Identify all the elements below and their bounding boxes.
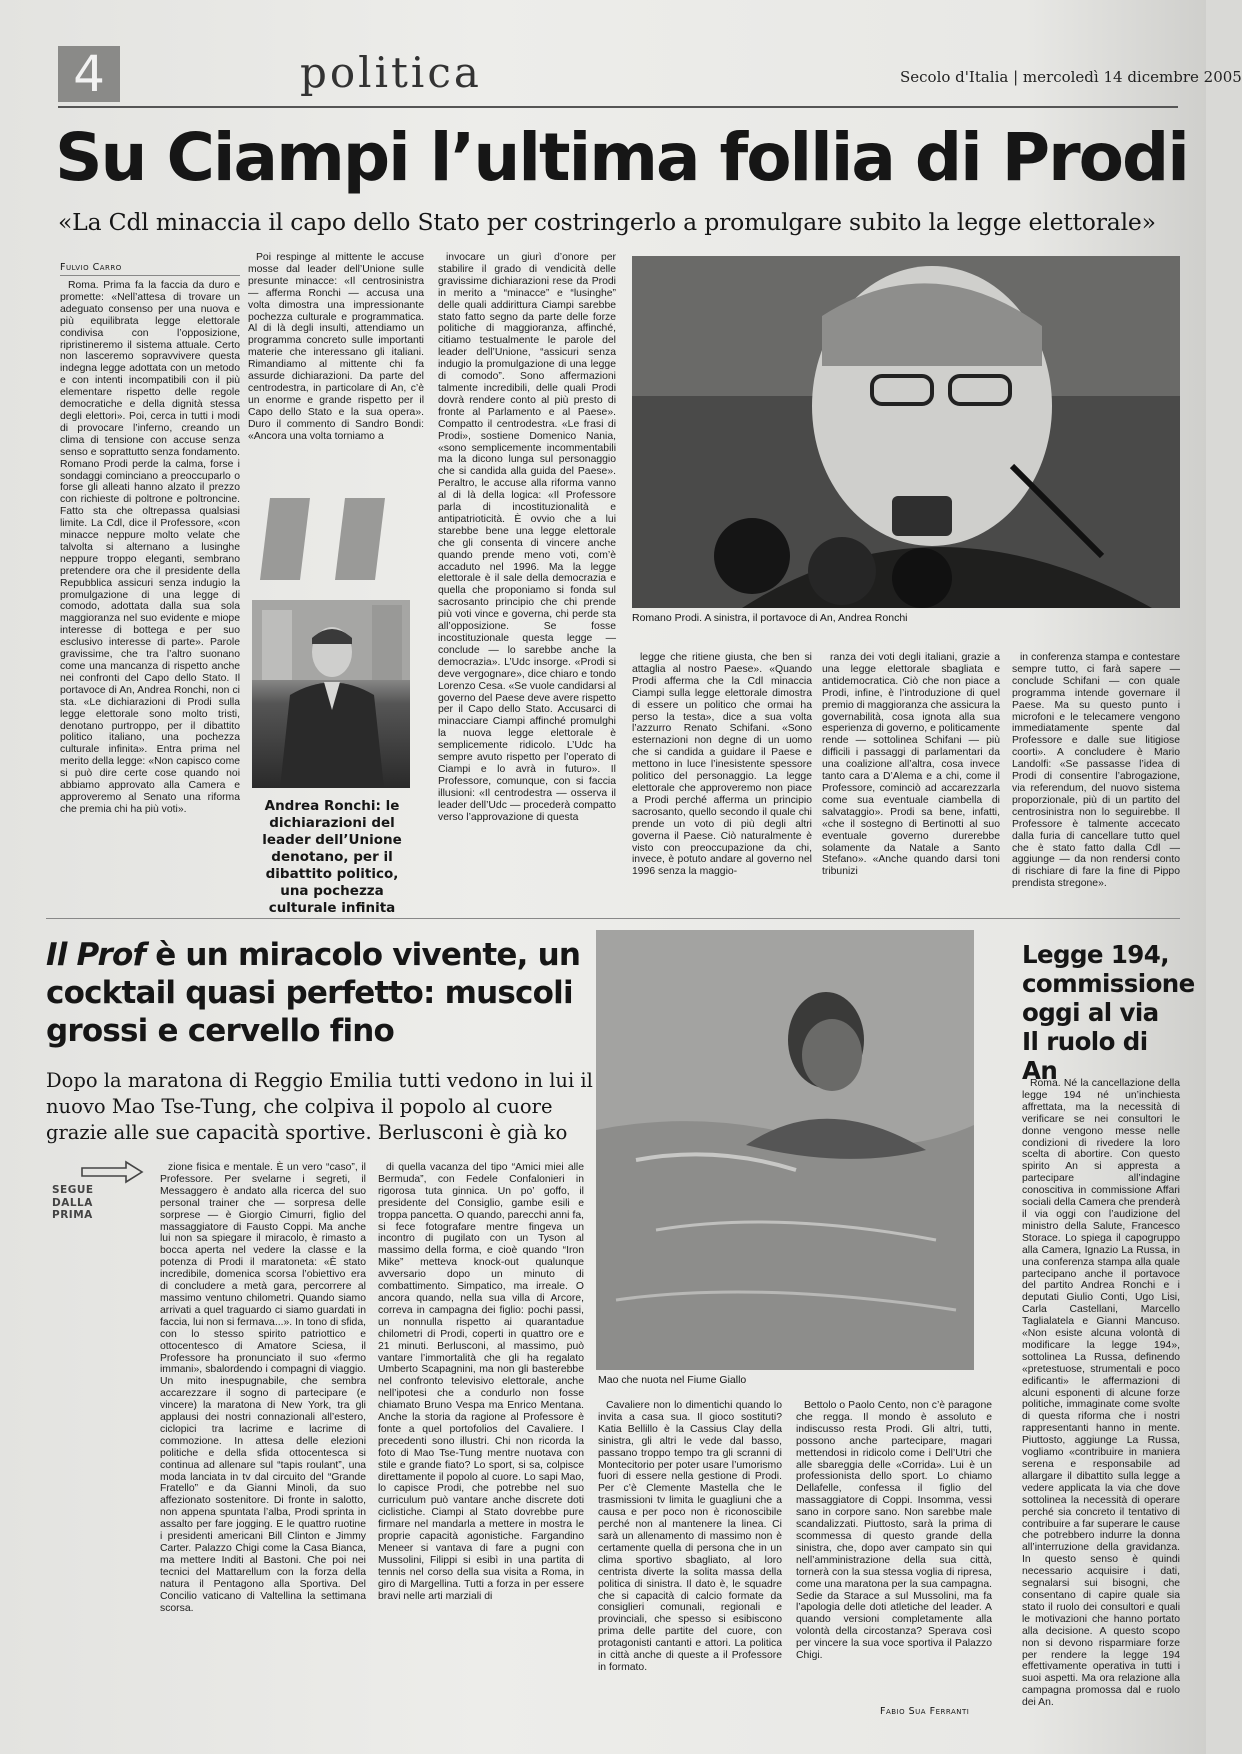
segue-label: SEGUE DALLA PRIMA: [52, 1184, 94, 1221]
ronchi-photo: [252, 600, 410, 788]
prodi-photo-caption: Romano Prodi. A sinistra, il portavoce di An, Andrea Ronchi: [632, 612, 908, 624]
lead-column-4: legge che ritiene giusta, che ben si attaglia al nostro Paese». «Quando Prodi afferma che la Cdl minaccia Ciampi sulla legge elettorale dimostra di essere un politico che ormai ha perso la testa», dice a sua volta l’azzurro Renato Schifani. «Sono esternazioni non degne di un uomo che si candida a guidare il Paese e mettono in luce l’inesistente spessore politico del personaggio. La legge elettorale che approveremo non piace a Prodi perché afferma un principio sacrosanto, quello secondo il quale chi prende un voto di più degli altri governa il Paese. Ciò naturalmente è visto con preoccupazione da chi, invece, è potuto andare al governo nel 1996 senza la maggio-: [632, 652, 812, 878]
ronchi-caption: Andrea Ronchi: le dichiarazioni del leader dell’Unione denotano, per il dibattito politico, una pochezza culturale infinita: [262, 798, 402, 916]
lead-column-5: ranza dei voti degli italiani, grazie a una legge elettorale sbagliata e antidemocratica. Ciò che non piace a Prodi, infine, è l’introduzione di quel premio di maggioranza che assicura la governabilità, cosa ignota alla sua esperienza di governo, e politicamente rende — sottolinea Schifani — più difficili i passaggi di parlamentari da una coalizione all’altra, cosa invece tanto cara a D’Alema e a chi, come il Professore, cominciò ad accarezzarla come sua eventuale ciambella di salvataggio». Prodi sa bene, infatti, «che il sostegno di Bertinotti al suo eventuale governo durerebbe solamente da Natale a Santo Stefano». «Anche quando darsi toni tribunizi: [822, 652, 1000, 878]
lead-byline: Fulvio Carro: [60, 262, 122, 273]
lead-subheadline: «La Cdl minaccia il capo dello Stato per costringerlo a promulgare subito la legge elettorale»: [58, 208, 1156, 236]
sidebar-title: Legge 194, commissione oggi al via Il ruolo di An: [1022, 940, 1195, 1085]
second-column-1: zione fisica e mentale. È un vero “caso”, il Professore. Per svelarne i segreti, il Messaggero è andato alla ricerca del suo personal trainer che — sorpresa delle sorprese — è Giorgio Cimurri, figlio del massaggiatore di Fausto Coppi. Ma anche lui non sa spiegare il miracolo, è rimasto a bocca aperta nel vedere la classe e la potenza di Prodi il maratoneta: «È stato incredibile, domenica scorsa l’obiettivo era di concludere a metà gara, percorrere al massimo ventuno chilometri. Quando siamo arrivati a quel traguardo ci siamo guardati in faccia, lui non si fermava...». In tono di sfida, con lo stesso spirito patriottico e ottocentesco di Amatore Sciesa, il Professore ha pronunciato il suo «fermo immani», sbalordendo i compagni di viaggio. Un mito inespugnabile, che sembra accarezzare il sogno di partecipare (e vincere) la maratona di New York, tra gli applausi dei nostri connazionali all’estero, ciclopici tra lacrime e lacrime di commozione. In attesa delle elezioni politiche e della sfida ottocentesca si continua ad allenare sul “tapis roulant”, una moda lanciata in tv dal circuito del “Grande Fratello” e da Gianni Minoli, da suo affezionato sostenitore. Di fronte in salotto, non appena spuntata l’alba, Prodi sprinta in assalto per fare jogging. E le quattro ruotine i presidenti americani Bill Clinton e Jimmy Carter. Palazzo Chigi come la Casa Bianca, ma mettere Inditi al Bastoni. Che poi nei tecnici del Mattarellum con la forza della natura il Pentagono alla Sportiva. Del Concilio vaticano di Valtellina la settimana scorsa.: [160, 1162, 366, 1614]
section-title: politica: [300, 48, 482, 97]
second-headline: [46, 936, 606, 1050]
header-rule: [58, 106, 1178, 108]
mao-photo-caption: Mao che nuota nel Fiume Giallo: [598, 1374, 747, 1386]
lead-column-2: Poi respinge al mittente le accuse mosse dal leader dell’Unione sulle presunte minacce: «Il centrosinistra — afferma Ronchi — accusa una volta dimostra una impressionante pochezza culturale e programmatica. Al di là degli insulti, attendiamo un programma concreto sulle importanti materie che interessano gli italiani. Rimandiamo al mittente chi fa assurde dichiarazioni. Da parte del centrodestra, in particolare di An, c’è un enorme e grande rispetto per il Capo dello Stato e la sua opera». Duro il commento di Sandro Bondi: «Ancora una volta torniamo a: [248, 252, 424, 442]
section-divider: [46, 918, 1180, 919]
sidebar-body: Roma. Né la cancellazione della legge 194 né un’inchiesta affrettata, ma la necessità di verificare se nei consultori le donne vengono messe nelle condizioni di rivedere la loro scelta di abortire. Con questo spirito An si appresta a partecipare all’indagine conoscitiva in commissione Affari sociali della Camera che prenderà il via oggi con l’audizione del ministro della Salute, Francesco Storace. Lo spiega il capogruppo alla Camera, Ignazio La Russa, in una conferenza stampa alla quale partecipano anche il portavoce del partito Andrea Ronchi e i deputati Giulio Conti, Ugo Lisi, Carla Castellani, Marcello Taglialatela e Gianni Mancuso. «Non esiste alcuna volontà di modificare la legge 194», sottolinea La Russa, definendo «pretestuose, strumentali e poco edificanti» le affermazioni di alcuni esponenti di alcune forze politiche, immaginate come svolte di questa riforma che i nostri rappresentanti hanno in mente. Piuttosto, aggiunge La Russa, vogliamo «contribuire in maniera serena e responsabile ad allargare il dibattito sulla legge a vedere applicata la via che dove sottolinea la necessità di operare perché sia concreto il tentativo di contribuire a far superare le cause che potrebbero indurre la donna all’interruzione della gravidanza. In questo senso è quindi necessario acquisire i dati, segnalarsi sui bisogni, che consentano di capire quale sia stato il ruolo dei consultori e quali le motivazioni che hanno portato alla decisione. A questo scopo non si devono risparmiare forze per rendere la legge 194 effettivamente operativa in tutti i suoi aspetti. Ma ora relazione alla campagna promossa dal e ruolo dei An.: [1022, 1078, 1180, 1709]
second-column-3: Cavaliere non lo dimentichi quando lo invita a casa sua. Il gioco sostituti? Katia Bellillo è la Cassius Clay della sinistra, gli altri le vede dal basso, passano troppo tempo tra gli scranni di Montecitorio per poter usare l’umorismo fuori di essere nella gestione di Prodi. Per c’è Clemente Mastella che le trasmissioni tv limita le guagliuni che a causa e per poco non è riconoscibile perché non al mantenere la linea. Ci sarà un allenamento di massimo non è certamente quella di persona che in un clima sportivo sbagliato, al loro centrista diverte la solita massa della politica di sinistra. Il dato è, le squadre che si capacità di calcio formate da consiglieri comunali, regionali e provinciali, che spesso si esibiscono prima delle partite del cuore, con protagonisti cantanti e attori. La politica in città anche di queste a il Professore in formato.: [598, 1400, 782, 1673]
second-headline-italic: Il Prof: [46, 937, 146, 973]
arrow-right-icon: [80, 1160, 144, 1184]
second-subheadline: Dopo la maratona di Reggio Emilia tutti vedono in lui il nuovo Mao Tse-Tung, che colpiva il popolo al cuore grazie alle sue capacità sportive. Berlusconi è già ko: [46, 1069, 593, 1144]
second-headline-rest: è un miracolo vivente, un cocktail quasi perfetto: muscoli grossi e cervello fino: [46, 937, 581, 1049]
quote-mark-icon: [260, 498, 405, 580]
lead-column-1: Roma. Prima fa la faccia da duro e promette: «Nell’attesa di trovare un adeguato consenso per una nuova e più equilibrata legge elettorale condivisa con l’opposizione, ripristineremo il sistema attuale. Certo non lasceremo sopravvivere questa indegna legge adottata con un metodo e con intenti incompatibili con il più elementare rispetto delle regole democratiche e della dignità stessa degli elettori». Poi, cerca in tutti i modi di provocare l’inferno, creando un clima di tensione con accuse senza senso e soprattutto senza fondamento. Romano Prodi perde la calma, forse i sondaggi cominciano a preoccuparlo o forse gli alleati hanno alzato il prezzo con richieste di poltrone e poltroncine. Fatto sta che oltrepassa qualsiasi limite. La Cdl, dice il Professore, «con minacce neppure molto velate che talvolta si alternano a lusinghe neppure troppo eleganti, sembrano pretendere ora che il presidente della Repubblica assicuri senza indugio la promulgazione di una legge di comodo, adottata dalla sua sola maggioranza nel suo evidente e miope interesse di bottega e per suo esclusivo interesse di parte». Parole gravissime, che tra l’altro suonano come una mancanza di rispetto anche nei confronti del Capo dello Stato. Il portavoce di An, Andrea Ronchi, non ci sta. «Le dichiarazioni di Prodi sulla legge elettorale sono molto tristi, denotano purtroppo, per il dibattito politico italiano, una pochezza culturale infinita». Entra prima nel merito della legge: «Non capisco come si può dire certe cose quando noi abbiamo approvato alla Camera e approveremo al Senato una riforma che premia chi ha più voti».: [60, 280, 240, 815]
masthead: Secolo d'Italia | mercoledì 14 dicembre 2005: [900, 68, 1242, 86]
second-column-2: di quella vacanza del tipo “Amici miei alle Bermuda”, con Fedele Confalonieri in rigorosa tuta ginnica. Un po’ goffo, il presidente del Consiglio, gambe esili e troppa pancetta. O quando, parecchi anni fa, si fece fotografare mentre fingeva un incontro di pugilato con un Tyson al massimo della forma, e cioè quando “Iron Mike” metteva knock-out qualunque avversario dopo un minuto di combattimento. Simpatico, ma irreale. O ancora quando, nella sua villa di Arcore, correva in campagna dei figlio: pochi passi, un nonnulla rispetto ai quarantadue chilometri di Prodi, coperti in quattro ore e 21 minuti. Berlusconi, al massimo, può vantare l’immortalità che gli ha regalato Umberto Scapagnini, ma non gli basterebbe nel confronto televisivo elettorale, anche nell’ipotesi che a condurlo non fosse chiamato Bruno Vespa ma Enrico Mentana. Anche la storia da ragione al Professore è fonte a quel portofolios del Cavaliere. I precedenti sono illustri. Chi non ricorda la foto di Mao Tse-Tung mentre nuotava con stile e grande fiato? Lo sport, si sa, colpisce direttamente il popolo al cuore. Lo sapi Mao, lo capisce Prodi, che potrebbe nel suo curriculum può vantare anche discrete doti ciclistiche. Ciampi al Stato dovrebbe pure firmare nel mandarla a mettere in mostra le proprie capacità agonistiche. Fargandino Meneer si vantava di fare a pugni con Mussolini, Filippi si esibì in una partita di tennis nel corso della sua visita a Roma, in giro di Margellina. Tutti a forza in per essere bravi nelle arti marziali di: [378, 1162, 584, 1602]
second-byline: Fabio Sua Ferranti: [880, 1706, 970, 1717]
byline-rule: [60, 275, 240, 276]
mao-photo: [596, 930, 974, 1370]
lead-column-3: invocare un giurì d’onore per stabilire il grado di vendicità delle gravissime dichiarazioni rese da Prodi in merito a “minacce” e “lusinghe” delle quali addirittura Ciampi sarebbe stato fatto segno da parte delle forze politiche di maggioranza, affinché, citiamo testualmente le parole del leader dell’Unione, “assicuri senza indugio la promulgazione di una legge di comodo”. Sono affermazioni talmente incredibili, delle quali Prodi dovrà rendere conto al più presto di fronte al Parlamento e al Paese». Compatto il centrodestra. «Le frasi di Prodi», sostiene Domenico Nania, «sono semplicemente incommentabili ma la dicono lunga sul personaggio che si candida alla guida del Paese». Peraltro, le accuse alla riforma vanno al di là della logica: «Il Professore parla di incostituzionalità e antipatrioticità. È ovvio che a lui starebbe bene una legge elettorale che gli consenta di vincere anche quando prende meno voti, com’è accaduto nel 1996. Ma la legge elettorale è il sale della democrazia e quella che proponiamo si fonda sul sacrosanto principio che chi prende più voti vince e governa, chi perde sta all’opposizione. Se fosse incostituzionale questa legge — conclude — lo sarebbe anche la democrazia». L’Udc insorge. «Prodi si deve vergognare», dice chiaro e tondo Lorenzo Cesa. «Se vuole candidarsi al governo del Paese deve avere rispetto per il Capo dello Stato. Accusarci di minacciare Ciampi affinché promulghi la nuova legge elettorale è semplicemente ridicolo. L’Udc ha sempre avuto rispetto per l’operato di Ciampi e lo avrà in futuro». Il Professore, comunque, con si faccia illusioni: «Il centrodestra — osserva il leader dell’Udc — procederà compatto verso l’approvazione di questa: [438, 252, 616, 823]
lead-headline: Su Ciampi l’ultima follia di Prodi: [55, 119, 1188, 196]
second-column-4: Bettolo o Paolo Cento, non c’è paragone che regga. Il mondo è assoluto e indiscusso resta Prodi. Gli altri, tutti, possono anche partecipare, magari mettendosi in ridicolo come i Dell’Utri che alle sbareggia delle «Corrida». Lui è un professionista dello sport. Lo chiamo Dellafelle, confessa il figlio del massaggiatore di Coppi. Insomma, vessi sano in corpore sano. Non sarebbe male scandalizzati. Piuttosto, sarà la prima di scommessa di questo grande della sinistra, che, dopo aver campato sin qui nell’amministrazione della sua città, tornerà con la sua stessa voglia di ripresa, come una maratona per la sua campagna. Sedie da Starace a sul Mussolini, ma fa l’apologia delle doti atletiche del leader. A quando versioni completamente alla volontà della circostanza? Sperava così per vincere la sua voce sportiva il Palazzo Chigi.: [796, 1400, 992, 1662]
page-number: 4: [58, 46, 120, 102]
lead-column-6: in conferenza stampa e contestare sempre tutto, ci farà sapere — conclude Schifani — con quale programma intende governare il Paese. Ma su questo punto i microfoni e le telecamere vengono immediatamente spente dal Professore e dalle sue litigiose coorti». A concludere è Mario Landolfi: «Se passasse l’idea di Prodi di consentire l’abrogazione, via referendum, del nuovo sistema proporzionale, più di un partito del centrosinistra non lo seguirebbe. Il Professore è talmente accecato dalla furia di cancellare tutto quel che è stato fatto dalla Cdl — aggiunge — da non rendersi conto di rischiare di fare la fine di Pippo prendista stregone».: [1012, 652, 1180, 890]
prodi-photo: [632, 256, 1180, 608]
